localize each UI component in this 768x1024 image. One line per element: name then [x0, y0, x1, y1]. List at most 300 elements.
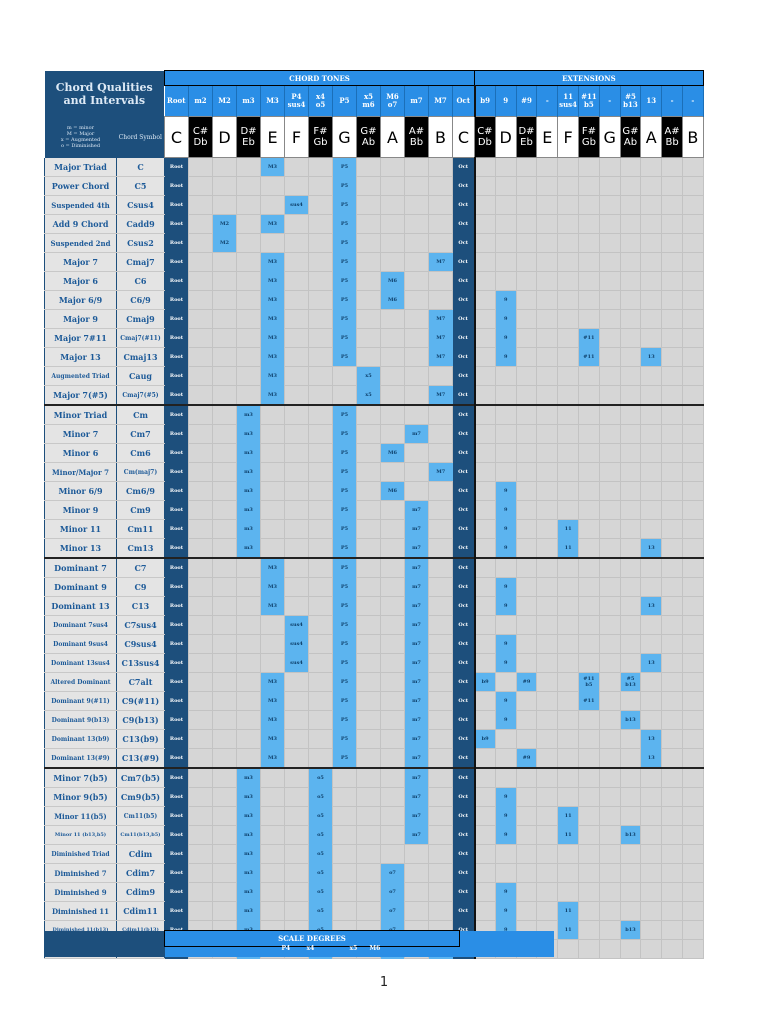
interval-cell: Oct: [453, 768, 475, 788]
empty-cell: [381, 463, 405, 482]
empty-cell: [662, 921, 683, 940]
empty-cell: [357, 768, 381, 788]
empty-cell: [475, 501, 496, 520]
empty-cell: [405, 864, 429, 883]
empty-cell: [429, 482, 453, 501]
chord-quality-name: Dominant 13(b9): [45, 730, 117, 749]
interval-cell: o5: [309, 864, 333, 883]
empty-cell: [537, 463, 558, 482]
chord-chart: [44, 70, 704, 959]
empty-cell: [429, 597, 453, 616]
interval-cell: P5: [333, 501, 357, 520]
interval-header: #5 b13: [620, 86, 641, 117]
chord-rows: [45, 158, 704, 959]
empty-cell: [333, 845, 357, 864]
interval-cell: M3: [261, 158, 285, 177]
empty-cell: [599, 635, 620, 654]
interval-cell: m7: [405, 826, 429, 845]
interval-header: #9: [516, 86, 537, 117]
empty-cell: [213, 654, 237, 673]
interval-cell: 9: [495, 902, 516, 921]
chord-row: [45, 215, 704, 234]
empty-cell: [620, 253, 641, 272]
empty-cell: [682, 921, 703, 940]
empty-cell: [516, 482, 537, 501]
empty-cell: [429, 673, 453, 692]
empty-cell: [537, 348, 558, 367]
interval-cell: Oct: [453, 597, 475, 616]
empty-cell: [237, 291, 261, 310]
empty-cell: [516, 597, 537, 616]
empty-cell: [537, 444, 558, 463]
empty-cell: [309, 520, 333, 539]
interval-header: m3: [237, 86, 261, 117]
empty-cell: [475, 272, 496, 291]
empty-cell: [662, 692, 683, 711]
empty-cell: [285, 425, 309, 444]
chord-row: [45, 425, 704, 444]
chord-row: [45, 158, 704, 177]
empty-cell: [558, 730, 579, 749]
empty-cell: [620, 902, 641, 921]
interval-cell: m3: [237, 425, 261, 444]
chord-quality-name: Augmented Triad: [45, 367, 117, 386]
empty-cell: [213, 520, 237, 539]
empty-cell: [213, 501, 237, 520]
interval-cell: P5: [333, 635, 357, 654]
interval-cell: Oct: [453, 272, 475, 291]
empty-cell: [381, 558, 405, 578]
interval-cell: P5: [333, 730, 357, 749]
chord-quality-name: Minor/Major 7: [45, 463, 117, 482]
chord-quality-name: Major Triad: [45, 158, 117, 177]
empty-cell: [213, 826, 237, 845]
interval-cell: 11: [558, 539, 579, 559]
empty-cell: [641, 635, 662, 654]
empty-cell: [189, 749, 213, 769]
empty-cell: [213, 425, 237, 444]
empty-cell: [578, 654, 599, 673]
interval-cell: o5: [309, 883, 333, 902]
interval-cell: b13: [620, 826, 641, 845]
empty-cell: [237, 673, 261, 692]
empty-cell: [261, 444, 285, 463]
empty-cell: [578, 864, 599, 883]
interval-cell: o5: [309, 768, 333, 788]
interval-cell: P5: [333, 692, 357, 711]
empty-cell: [537, 749, 558, 769]
interval-cell: Oct: [453, 425, 475, 444]
empty-cell: [578, 234, 599, 253]
empty-cell: [641, 845, 662, 864]
empty-cell: [578, 405, 599, 425]
empty-cell: [285, 520, 309, 539]
empty-cell: [620, 749, 641, 769]
chord-quality-name: Minor Triad: [45, 405, 117, 425]
empty-cell: [213, 864, 237, 883]
empty-cell: [599, 177, 620, 196]
empty-cell: [381, 807, 405, 826]
empty-cell: [682, 845, 703, 864]
empty-cell: [662, 578, 683, 597]
interval-cell: 9: [495, 348, 516, 367]
empty-cell: [189, 444, 213, 463]
empty-cell: [599, 463, 620, 482]
empty-cell: [620, 405, 641, 425]
empty-cell: [189, 807, 213, 826]
empty-cell: [357, 482, 381, 501]
interval-cell: M7: [429, 310, 453, 329]
empty-cell: [189, 177, 213, 196]
empty-cell: [357, 253, 381, 272]
empty-cell: [641, 616, 662, 635]
empty-cell: [641, 367, 662, 386]
empty-cell: [662, 463, 683, 482]
empty-cell: [558, 616, 579, 635]
empty-cell: [578, 158, 599, 177]
empty-cell: [213, 730, 237, 749]
interval-cell: Root: [165, 654, 189, 673]
interval-cell: P5: [333, 558, 357, 578]
empty-cell: [682, 253, 703, 272]
interval-cell: Oct: [453, 826, 475, 845]
empty-cell: [537, 807, 558, 826]
chord-quality-name: Dominant 13sus4: [45, 654, 117, 673]
empty-cell: [357, 158, 381, 177]
legend-augmented: x = Augmented: [60, 137, 101, 143]
empty-cell: [495, 405, 516, 425]
empty-cell: [558, 405, 579, 425]
interval-cell: P5: [333, 272, 357, 291]
interval-cell: m3: [237, 520, 261, 539]
empty-cell: [261, 654, 285, 673]
empty-cell: [357, 902, 381, 921]
empty-cell: [599, 425, 620, 444]
interval-cell: Root: [165, 425, 189, 444]
chord-symbol: Cdim7: [117, 864, 165, 883]
empty-cell: [516, 883, 537, 902]
empty-cell: [599, 616, 620, 635]
interval-cell: m7: [405, 597, 429, 616]
empty-cell: [429, 272, 453, 291]
interval-cell: Root: [165, 405, 189, 425]
empty-cell: [357, 272, 381, 291]
chord-quality-name: Minor 13: [45, 539, 117, 559]
interval-cell: Root: [165, 788, 189, 807]
interval-cell: Oct: [453, 692, 475, 711]
empty-cell: [620, 482, 641, 501]
empty-cell: [285, 367, 309, 386]
empty-cell: [495, 864, 516, 883]
empty-cell: [285, 578, 309, 597]
chord-row: [45, 749, 704, 769]
interval-cell: Oct: [453, 845, 475, 864]
interval-cell: Oct: [453, 215, 475, 234]
note-key: A# Bb: [405, 117, 429, 158]
empty-cell: [309, 597, 333, 616]
empty-cell: [516, 501, 537, 520]
empty-cell: [405, 158, 429, 177]
empty-cell: [429, 654, 453, 673]
interval-header: 13: [641, 86, 662, 117]
interval-cell: 9: [495, 597, 516, 616]
note-key: C# Db: [189, 117, 213, 158]
empty-cell: [516, 444, 537, 463]
empty-cell: [189, 215, 213, 234]
chord-row: [45, 405, 704, 425]
empty-cell: [682, 405, 703, 425]
empty-cell: [309, 558, 333, 578]
interval-cell: M3: [261, 692, 285, 711]
empty-cell: [357, 444, 381, 463]
interval-cell: m7: [405, 711, 429, 730]
interval-cell: Root: [165, 463, 189, 482]
empty-cell: [429, 902, 453, 921]
chord-row: [45, 654, 704, 673]
empty-cell: [309, 234, 333, 253]
empty-cell: [516, 730, 537, 749]
interval-cell: Root: [165, 310, 189, 329]
interval-cell: Root: [165, 520, 189, 539]
empty-cell: [405, 310, 429, 329]
empty-cell: [516, 196, 537, 215]
empty-cell: [641, 329, 662, 348]
interval-cell: m7: [405, 807, 429, 826]
empty-cell: [537, 253, 558, 272]
interval-header: #11 b5: [578, 86, 599, 117]
empty-cell: [475, 807, 496, 826]
empty-cell: [682, 234, 703, 253]
empty-cell: [662, 444, 683, 463]
interval-cell: Oct: [453, 177, 475, 196]
empty-cell: [537, 425, 558, 444]
legend-diminished: o = Diminished: [60, 143, 101, 149]
empty-cell: [662, 253, 683, 272]
empty-cell: [641, 788, 662, 807]
empty-cell: [620, 425, 641, 444]
note-key: F: [558, 117, 579, 158]
interval-cell: m7: [405, 788, 429, 807]
empty-cell: [237, 635, 261, 654]
empty-cell: [189, 196, 213, 215]
interval-header: -: [537, 86, 558, 117]
chord-quality-name: Dominant 9sus4: [45, 635, 117, 654]
interval-cell: m3: [237, 768, 261, 788]
empty-cell: [682, 654, 703, 673]
empty-cell: [357, 788, 381, 807]
chord-row: [45, 291, 704, 310]
empty-cell: [309, 463, 333, 482]
interval-cell: P5: [333, 329, 357, 348]
interval-cell: m3: [237, 463, 261, 482]
empty-cell: [333, 902, 357, 921]
empty-cell: [381, 367, 405, 386]
empty-cell: [641, 158, 662, 177]
empty-cell: [381, 310, 405, 329]
empty-cell: [309, 405, 333, 425]
empty-cell: [429, 215, 453, 234]
chord-symbol: Cm: [117, 405, 165, 425]
empty-cell: [237, 558, 261, 578]
empty-cell: [429, 425, 453, 444]
chord-quality-name: Major 6: [45, 272, 117, 291]
empty-cell: [213, 635, 237, 654]
empty-cell: [662, 234, 683, 253]
chord-row: [45, 482, 704, 501]
empty-cell: [641, 940, 662, 959]
empty-cell: [285, 310, 309, 329]
empty-cell: [381, 768, 405, 788]
empty-cell: [213, 196, 237, 215]
empty-cell: [237, 578, 261, 597]
empty-cell: [261, 539, 285, 559]
empty-cell: [558, 386, 579, 406]
empty-cell: [429, 711, 453, 730]
chord-quality-name: Major 7(#5): [45, 386, 117, 406]
empty-cell: [578, 539, 599, 559]
empty-cell: [578, 635, 599, 654]
empty-cell: [357, 749, 381, 769]
empty-cell: [516, 425, 537, 444]
empty-cell: [516, 539, 537, 559]
scale-degrees-partial: [165, 947, 460, 957]
empty-cell: [558, 196, 579, 215]
interval-cell: Root: [165, 826, 189, 845]
empty-cell: [475, 253, 496, 272]
empty-cell: [381, 215, 405, 234]
empty-cell: [189, 654, 213, 673]
empty-cell: [285, 253, 309, 272]
chord-quality-name: Power Chord: [45, 177, 117, 196]
empty-cell: [495, 558, 516, 578]
interval-cell: Root: [165, 845, 189, 864]
empty-cell: [237, 234, 261, 253]
empty-cell: [405, 272, 429, 291]
partial-x4: x4: [306, 945, 315, 953]
empty-cell: [578, 883, 599, 902]
empty-cell: [682, 616, 703, 635]
interval-cell: #11: [578, 692, 599, 711]
chord-row: [45, 864, 704, 883]
empty-cell: [381, 158, 405, 177]
empty-cell: [682, 482, 703, 501]
empty-cell: [189, 902, 213, 921]
empty-cell: [578, 578, 599, 597]
empty-cell: [285, 272, 309, 291]
empty-cell: [381, 826, 405, 845]
empty-cell: [475, 788, 496, 807]
interval-cell: Root: [165, 749, 189, 769]
empty-cell: [620, 177, 641, 196]
empty-cell: [189, 597, 213, 616]
interval-cell: o7: [381, 883, 405, 902]
partial-p4: P4: [281, 945, 291, 953]
empty-cell: [558, 310, 579, 329]
empty-cell: [475, 578, 496, 597]
interval-cell: m7: [405, 635, 429, 654]
empty-cell: [285, 768, 309, 788]
empty-cell: [189, 845, 213, 864]
empty-cell: [475, 177, 496, 196]
chord-quality-name: Major 9: [45, 310, 117, 329]
empty-cell: [261, 768, 285, 788]
empty-cell: [357, 329, 381, 348]
empty-cell: [357, 864, 381, 883]
empty-cell: [537, 864, 558, 883]
interval-cell: Root: [165, 272, 189, 291]
empty-cell: [189, 692, 213, 711]
empty-cell: [641, 196, 662, 215]
empty-cell: [516, 291, 537, 310]
empty-cell: [261, 177, 285, 196]
empty-cell: [558, 883, 579, 902]
empty-cell: [429, 405, 453, 425]
empty-cell: [213, 768, 237, 788]
empty-cell: [189, 405, 213, 425]
empty-cell: [558, 788, 579, 807]
page-number: 1: [379, 975, 389, 990]
empty-cell: [641, 520, 662, 539]
empty-cell: [578, 616, 599, 635]
chord-symbol: C: [117, 158, 165, 177]
interval-cell: Root: [165, 558, 189, 578]
empty-cell: [213, 463, 237, 482]
empty-cell: [213, 616, 237, 635]
empty-cell: [309, 578, 333, 597]
empty-cell: [285, 234, 309, 253]
chord-quality-name: Major 13: [45, 348, 117, 367]
interval-cell: #5 b13: [620, 673, 641, 692]
empty-cell: [682, 158, 703, 177]
empty-cell: [537, 329, 558, 348]
empty-cell: [357, 215, 381, 234]
note-key: D# Eb: [516, 117, 537, 158]
interval-cell: b13: [620, 921, 641, 940]
empty-cell: [578, 291, 599, 310]
chord-quality-name: Minor 11 (b13,b5): [45, 826, 117, 845]
empty-cell: [599, 883, 620, 902]
chord-row: [45, 883, 704, 902]
empty-cell: [381, 501, 405, 520]
empty-cell: [578, 845, 599, 864]
empty-cell: [429, 845, 453, 864]
empty-cell: [578, 215, 599, 234]
interval-cell: P5: [333, 196, 357, 215]
empty-cell: [558, 329, 579, 348]
empty-cell: [429, 807, 453, 826]
empty-cell: [662, 291, 683, 310]
empty-cell: [662, 310, 683, 329]
interval-cell: Root: [165, 215, 189, 234]
interval-cell: m3: [237, 883, 261, 902]
empty-cell: [189, 635, 213, 654]
chord-symbol: Cdim: [117, 845, 165, 864]
chord-symbol: Cmaj9: [117, 310, 165, 329]
interval-cell: 11: [558, 520, 579, 539]
empty-cell: [261, 788, 285, 807]
interval-cell: Root: [165, 597, 189, 616]
empty-cell: [682, 730, 703, 749]
empty-cell: [662, 215, 683, 234]
empty-cell: [558, 578, 579, 597]
empty-cell: [405, 215, 429, 234]
empty-cell: [558, 348, 579, 367]
empty-cell: [405, 348, 429, 367]
interval-cell: M6: [381, 444, 405, 463]
interval-cell: 13: [641, 730, 662, 749]
empty-cell: [381, 730, 405, 749]
interval-cell: M3: [261, 578, 285, 597]
